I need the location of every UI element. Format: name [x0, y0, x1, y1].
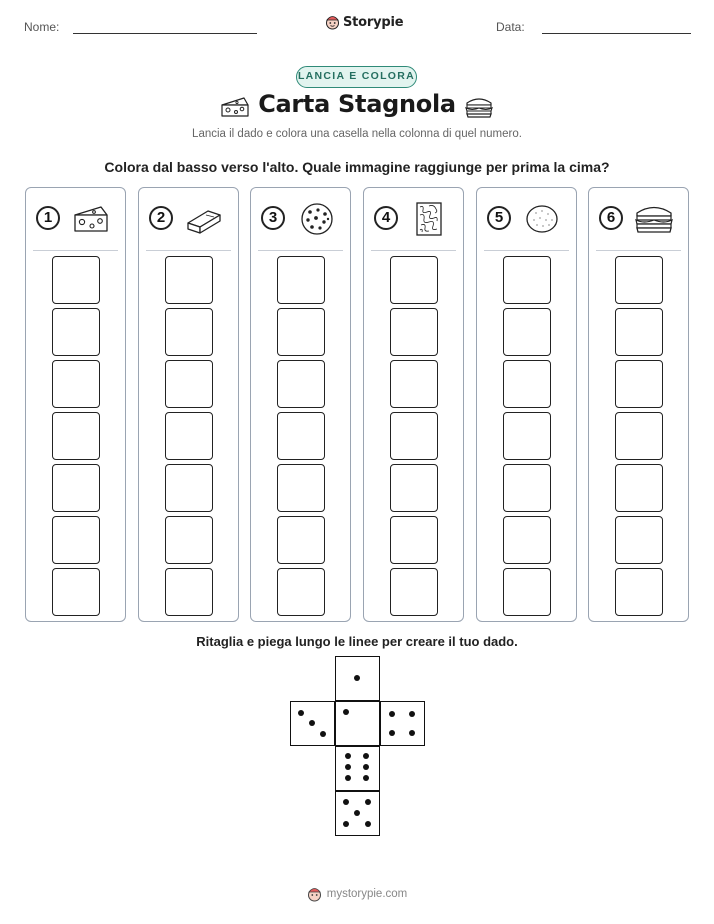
color-cell[interactable]	[390, 516, 438, 564]
die-pip	[365, 799, 371, 805]
die-face-2	[290, 701, 335, 746]
die-pip	[345, 775, 351, 781]
brand-name: Storypie	[343, 14, 404, 30]
column-divider	[596, 250, 681, 251]
name-line[interactable]	[73, 33, 257, 34]
column-number: 2	[149, 206, 173, 230]
pasta-bake-icon	[409, 201, 449, 237]
die-pip	[343, 709, 349, 715]
color-cell[interactable]	[390, 256, 438, 304]
cracker-icon	[522, 201, 562, 237]
color-cell[interactable]	[277, 412, 325, 460]
color-cell[interactable]	[615, 412, 663, 460]
color-cell[interactable]	[52, 412, 100, 460]
die-pip	[298, 710, 304, 716]
die-pip	[343, 821, 349, 827]
die-face-6	[335, 746, 380, 791]
color-cell[interactable]	[503, 516, 551, 564]
color-cell[interactable]	[52, 360, 100, 408]
date-label: Data:	[496, 20, 525, 34]
color-cell[interactable]	[165, 516, 213, 564]
column-number: 5	[487, 206, 511, 230]
color-cell[interactable]	[165, 412, 213, 460]
butter-icon	[184, 201, 224, 237]
column-6	[588, 187, 689, 622]
cookie-icon	[296, 201, 336, 237]
color-cell[interactable]	[52, 464, 100, 512]
instruction-text: Colora dal basso verso l'alto. Quale immagine raggiunge per prima la cima?	[104, 159, 610, 175]
column-4	[363, 187, 464, 622]
color-cell[interactable]	[503, 412, 551, 460]
subtitle: Lancia il dado e colora una casella nella colonna di quel numero.	[192, 128, 522, 140]
column-number: 1	[36, 206, 60, 230]
die-pip	[320, 731, 326, 737]
die-pip	[409, 730, 415, 736]
sandwich-icon	[634, 201, 674, 237]
color-cell[interactable]	[165, 360, 213, 408]
color-cell[interactable]	[615, 516, 663, 564]
column-divider	[258, 250, 343, 251]
color-cell[interactable]	[277, 516, 325, 564]
die-pip	[309, 720, 315, 726]
color-cell[interactable]	[390, 464, 438, 512]
color-cell[interactable]	[165, 256, 213, 304]
footer-url[interactable]: mystorypie.com	[326, 888, 408, 900]
column-1	[25, 187, 126, 622]
color-cell[interactable]	[390, 568, 438, 616]
color-cell[interactable]	[390, 412, 438, 460]
color-cell[interactable]	[390, 308, 438, 356]
column-divider	[33, 250, 118, 251]
color-cell[interactable]	[615, 256, 663, 304]
color-cell[interactable]	[615, 464, 663, 512]
die-face-1	[335, 656, 380, 701]
die-face-4	[380, 701, 425, 746]
column-number: 3	[261, 206, 285, 230]
color-cell[interactable]	[615, 568, 663, 616]
die-net	[290, 656, 425, 836]
page-title: Carta Stagnola	[258, 90, 456, 118]
die-pip	[343, 799, 349, 805]
cheese-icon	[71, 201, 111, 237]
die-pip	[354, 810, 360, 816]
color-cell[interactable]	[503, 568, 551, 616]
die-pip	[389, 711, 395, 717]
color-cell[interactable]	[52, 568, 100, 616]
footer	[0, 886, 714, 902]
color-cell[interactable]	[165, 568, 213, 616]
color-cell[interactable]	[165, 308, 213, 356]
color-cell[interactable]	[277, 308, 325, 356]
color-cell[interactable]	[503, 360, 551, 408]
column-5	[476, 187, 577, 622]
color-cell[interactable]	[277, 568, 325, 616]
die-face-5	[335, 791, 380, 836]
activity-badge: LANCIA E COLORA	[296, 66, 417, 88]
color-cell[interactable]	[390, 360, 438, 408]
brand-logo	[325, 14, 403, 30]
color-cell[interactable]	[52, 256, 100, 304]
die-pip	[363, 764, 369, 770]
die-face-center	[335, 701, 380, 746]
column-number: 4	[374, 206, 398, 230]
color-cell[interactable]	[503, 308, 551, 356]
color-cell[interactable]	[277, 360, 325, 408]
die-pip	[363, 775, 369, 781]
color-cell[interactable]	[52, 516, 100, 564]
color-cell[interactable]	[615, 308, 663, 356]
die-pip	[354, 675, 360, 681]
color-cell[interactable]	[503, 464, 551, 512]
column-3	[250, 187, 351, 622]
color-cell[interactable]	[503, 256, 551, 304]
sandwich-icon	[464, 94, 494, 120]
color-cell[interactable]	[165, 464, 213, 512]
column-2	[138, 187, 239, 622]
name-label: Nome:	[24, 20, 60, 34]
die-pip	[365, 821, 371, 827]
color-cell[interactable]	[615, 360, 663, 408]
column-divider	[146, 250, 231, 251]
storypie-mascot-icon	[325, 14, 340, 30]
die-pip	[389, 730, 395, 736]
color-cell[interactable]	[277, 256, 325, 304]
storypie-mascot-icon	[307, 886, 322, 902]
column-divider	[371, 250, 456, 251]
cut-instruction: Ritaglia e piega lungo le linee per creare il tuo dado.	[196, 634, 518, 649]
column-divider	[484, 250, 569, 251]
die-pip	[345, 753, 351, 759]
date-line[interactable]	[542, 33, 691, 34]
color-cell[interactable]	[277, 464, 325, 512]
die-pip	[345, 764, 351, 770]
column-number: 6	[599, 206, 623, 230]
die-pip	[363, 753, 369, 759]
die-pip	[409, 711, 415, 717]
color-cell[interactable]	[52, 308, 100, 356]
